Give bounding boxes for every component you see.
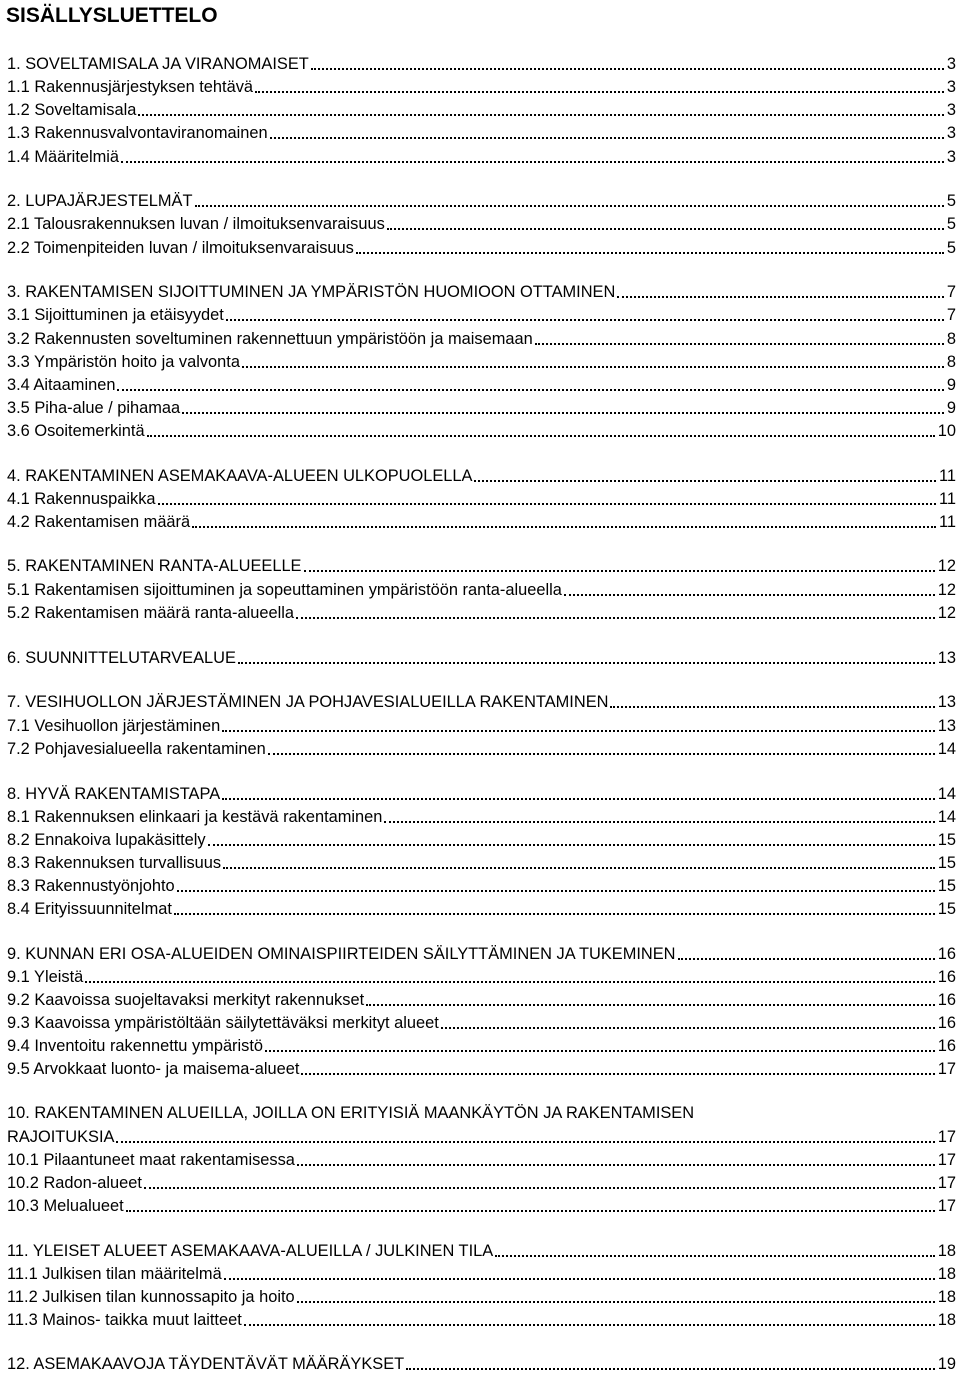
toc-page-number: 17 — [937, 1174, 956, 1192]
toc-entry[interactable] — [7, 714, 956, 736]
dot-leader — [242, 364, 944, 368]
toc-entry[interactable] — [7, 554, 956, 576]
toc-page-number: 10 — [937, 422, 956, 440]
dot-leader — [222, 728, 935, 732]
toc-entry-label: 5.1 Rakentamisen sijoittuminen ja sopeuttaminen ympäristöön ranta-alueella — [7, 581, 562, 599]
toc-page-number: 15 — [937, 877, 956, 895]
dot-leader — [255, 89, 944, 93]
dot-leader — [244, 1322, 935, 1326]
toc-page-number: 13 — [937, 649, 956, 667]
toc-entry-label: 7.2 Pohjavesialueella rakentaminen — [7, 740, 266, 758]
toc-page-number: 18 — [937, 1265, 956, 1283]
toc-entry-label: 4. RAKENTAMINEN ASEMAKAAVA-ALUEEN ULKOPUOLELLA — [7, 467, 473, 485]
dot-leader — [177, 888, 935, 892]
toc-page-number: 17 — [937, 1151, 956, 1169]
toc-entry-label: 1.4 Määritelmiä — [7, 148, 120, 166]
toc-entry-label: 8.1 Rakennuksen elinkaari ja kestävä rakentaminen — [7, 808, 383, 826]
toc-entry[interactable] — [7, 98, 956, 120]
toc-entry-label: 8.4 Erityissuunnitelmat — [7, 900, 172, 918]
dot-leader — [297, 1162, 935, 1166]
dot-leader — [222, 796, 935, 800]
dot-leader — [192, 524, 936, 528]
dot-leader — [195, 203, 944, 207]
toc-entry-label: 1.1 Rakennusjärjestyksen tehtävä — [7, 78, 254, 96]
toc-entry-label: 1. SOVELTAMISALA JA VIRANOMAISET — [7, 55, 309, 73]
toc-page-number: 18 — [937, 1288, 956, 1306]
toc-entry-label: 1.3 Rakennusvalvontaviranomainen — [7, 124, 268, 142]
toc-entry[interactable] — [7, 1352, 956, 1374]
toc-entry[interactable] — [7, 805, 956, 827]
dot-leader — [238, 660, 935, 664]
toc-page-number: 17 — [937, 1197, 956, 1215]
toc-entry[interactable] — [7, 396, 956, 418]
toc-entry-label: 2.1 Talousrakennuksen luvan / ilmoituksenvaraisuus — [7, 215, 385, 233]
dot-leader — [474, 478, 936, 482]
toc-entry[interactable] — [7, 510, 956, 532]
toc-entry-label: 11. YLEISET ALUEET ASEMAKAAVA-ALUEILLA / JULKINEN TILA — [7, 1242, 494, 1260]
dot-leader — [617, 294, 944, 298]
toc-entry[interactable] — [7, 942, 956, 964]
toc-entry[interactable] — [7, 1194, 956, 1216]
toc-entry-label: 3.2 Rakennusten soveltuminen rakennettuun ympäristöön ja maisemaan — [7, 330, 533, 348]
toc-page-number: 12 — [937, 581, 956, 599]
toc-page-number: 12 — [937, 604, 956, 622]
toc-page-number: 3 — [946, 55, 956, 73]
toc-page-number: 7 — [946, 283, 956, 301]
toc-entry-label: 10. RAKENTAMINEN ALUEILLA, JOILLA ON ERITYISIÄ MAANKÄYTÖN JA RAKENTAMISEN — [7, 1104, 695, 1122]
toc-entry-label: 3.3 Ympäristön hoito ja valvonta — [7, 353, 240, 371]
toc-entry[interactable] — [7, 1011, 956, 1033]
toc-page-number: 14 — [937, 785, 956, 803]
toc-entry[interactable] — [7, 373, 956, 395]
toc-page-number: 5 — [946, 215, 956, 233]
toc-page-number: 5 — [946, 239, 956, 257]
toc-page-number: 16 — [937, 945, 956, 963]
toc-entry[interactable] — [7, 1262, 956, 1284]
toc-page-number: 15 — [937, 854, 956, 872]
toc-entry[interactable] — [7, 874, 956, 896]
toc-entry[interactable] — [7, 690, 956, 712]
dot-leader — [224, 1276, 935, 1280]
dot-leader — [126, 1208, 935, 1212]
page-title: SISÄLLYSLUETTELO — [6, 4, 218, 27]
toc-entry-label: 11.2 Julkisen tilan kunnossapito ja hoito — [7, 1288, 295, 1306]
toc-page-number: 9 — [946, 376, 956, 394]
toc-page-number: 14 — [937, 808, 956, 826]
toc-entry[interactable] — [7, 782, 956, 804]
dot-leader — [387, 226, 944, 230]
dot-leader — [223, 865, 935, 869]
toc-page-number: 15 — [937, 900, 956, 918]
toc-page-number: 3 — [946, 78, 956, 96]
toc-page-number: 13 — [937, 717, 956, 735]
toc-entry[interactable] — [7, 578, 956, 600]
toc-entry[interactable] — [7, 851, 956, 873]
toc-entry-label: 9.3 Kaavoissa ympäristöltään säilytettäväksi merkityt alueet — [7, 1014, 439, 1032]
toc-entry[interactable] — [7, 1148, 956, 1170]
toc-entry-label: 7. VESIHUOLLON JÄRJESTÄMINEN JA POHJAVESIALUEILLA RAKENTAMINEN — [7, 693, 609, 711]
toc-entry-label: 1.2 Soveltamisala — [7, 101, 137, 119]
toc-entry[interactable] — [7, 121, 956, 143]
dot-leader — [384, 819, 934, 823]
toc-entry-label: 9.1 Yleistä — [7, 968, 84, 986]
toc-entry[interactable] — [7, 327, 956, 349]
toc-entry-label: 4.1 Rakennuspaikka — [7, 490, 156, 508]
toc-entry-label: 5.2 Rakentamisen määrä ranta-alueella — [7, 604, 294, 622]
toc-entry-label: 4.2 Rakentamisen määrä — [7, 513, 191, 531]
toc-entry-label: 6. SUUNNITTELUTARVEALUE — [7, 649, 236, 667]
toc-entry[interactable] — [7, 1125, 956, 1147]
toc-entry[interactable] — [7, 236, 956, 258]
toc-entry-label: 9.4 Inventoitu rakennettu ympäristö — [7, 1037, 264, 1055]
toc-entry[interactable] — [7, 737, 956, 759]
toc-entry[interactable] — [7, 1239, 956, 1261]
dot-leader — [495, 1253, 935, 1257]
toc-page-number: 3 — [946, 124, 956, 142]
toc-page-number: 8 — [946, 353, 956, 371]
toc-page-number: 16 — [937, 991, 956, 1009]
toc-entry[interactable] — [7, 828, 956, 850]
toc-entry-label: 3.4 Aitaaminen — [7, 376, 116, 394]
toc-entry-label: 3.5 Piha-alue / pihamaa — [7, 399, 181, 417]
toc-page-number: 3 — [946, 148, 956, 166]
toc-entry[interactable] — [7, 145, 956, 167]
toc-entry-label: 8.3 Rakennustyönjohto — [7, 877, 175, 895]
dot-leader — [296, 615, 935, 619]
toc-page-number: 13 — [937, 693, 956, 711]
toc-entry[interactable] — [7, 646, 956, 668]
toc-entry[interactable] — [7, 1057, 956, 1079]
dot-leader — [678, 956, 935, 960]
dot-leader — [85, 979, 935, 983]
toc-page-number: 5 — [946, 192, 956, 210]
toc-page-number: 16 — [937, 1014, 956, 1032]
dot-leader — [265, 1048, 935, 1052]
dot-leader — [121, 159, 944, 163]
toc-page-number: 11 — [938, 513, 956, 531]
toc-entry[interactable] — [7, 75, 956, 97]
dot-leader — [270, 135, 944, 139]
toc-entry[interactable] — [7, 350, 956, 372]
dot-leader — [301, 1071, 934, 1075]
dot-leader — [174, 911, 935, 915]
dot-leader — [158, 501, 936, 505]
toc-entry-label: 3.1 Sijoittuminen ja etäisyydet — [7, 306, 224, 324]
dot-leader — [311, 66, 944, 70]
toc-page-number: 15 — [937, 831, 956, 849]
toc-page-number: 11 — [938, 467, 956, 485]
dot-leader — [304, 568, 935, 572]
dot-leader — [610, 704, 934, 708]
toc-entry-label: 5. RAKENTAMINEN RANTA-ALUEELLE — [7, 557, 302, 575]
toc-entry-label: 12. ASEMAKAAVOJA TÄYDENTÄVÄT MÄÄRÄYKSET — [7, 1355, 405, 1373]
toc-page-number: 14 — [937, 740, 956, 758]
toc-page-number: 18 — [937, 1311, 956, 1329]
dot-leader — [406, 1366, 935, 1370]
toc-page-number: 16 — [937, 968, 956, 986]
toc-entry-label: 11.3 Mainos- taikka muut laitteet — [7, 1311, 242, 1329]
toc-page-number: 3 — [946, 101, 956, 119]
toc-entry[interactable] — [7, 601, 956, 623]
toc-entry-label: 7.1 Vesihuollon järjestäminen — [7, 717, 221, 735]
toc-entry[interactable] — [7, 280, 956, 302]
dot-leader — [268, 751, 935, 755]
toc-entry-label: 10.3 Melualueet — [7, 1197, 124, 1215]
dot-leader — [297, 1299, 935, 1303]
dot-leader — [564, 592, 935, 596]
toc-entry[interactable] — [7, 1171, 956, 1193]
toc-page-number: 16 — [937, 1037, 956, 1055]
toc-page-number: 18 — [937, 1242, 956, 1260]
toc-page-number: 8 — [946, 330, 956, 348]
dot-leader — [208, 842, 935, 846]
toc-page-number: 12 — [937, 557, 956, 575]
toc-page-number: 17 — [937, 1128, 956, 1146]
toc-entry-label: RAJOITUKSIA — [7, 1128, 115, 1146]
toc-entry-label: 3.6 Osoitemerkintä — [7, 422, 145, 440]
toc-entry[interactable] — [7, 212, 956, 234]
toc-entry-label: 8.3 Rakennuksen turvallisuus — [7, 854, 222, 872]
dot-leader — [441, 1025, 935, 1029]
toc-entry[interactable] — [7, 52, 956, 74]
dot-leader — [138, 112, 944, 116]
toc-entry[interactable] — [7, 1034, 956, 1056]
dot-leader — [147, 433, 935, 437]
dot-leader — [535, 341, 944, 345]
dot-leader — [226, 317, 944, 321]
toc-entry[interactable] — [7, 1308, 956, 1330]
toc-page-number: 11 — [938, 490, 956, 508]
dot-leader — [356, 250, 944, 254]
toc-entry-label: 2.2 Toimenpiteiden luvan / ilmoituksenvaraisuus — [7, 239, 354, 257]
toc-entry[interactable] — [7, 464, 956, 486]
toc-entry-label: 9. KUNNAN ERI OSA-ALUEIDEN OMINAISPIIRTEIDEN SÄILYTTÄMINEN JA TUKEMINEN — [7, 945, 676, 963]
toc-entry-label: 10.2 Radon-alueet — [7, 1174, 142, 1192]
toc-entry[interactable] — [7, 965, 956, 987]
dot-leader — [116, 1139, 934, 1143]
toc-page-number: 7 — [946, 306, 956, 324]
toc-entry-label: 8.2 Ennakoiva lupakäsittely — [7, 831, 206, 849]
toc-entry[interactable] — [7, 303, 956, 325]
toc-entry-label: 10.1 Pilaantuneet maat rakentamisessa — [7, 1151, 295, 1169]
toc-entry-label: 2. LUPAJÄRJESTELMÄT — [7, 192, 193, 210]
toc-entry-label: 9.2 Kaavoissa suojeltavaksi merkityt rakennukset — [7, 991, 365, 1009]
toc-entry-label: 8. HYVÄ RAKENTAMISTAPA — [7, 785, 221, 803]
toc-entry[interactable] — [7, 189, 956, 211]
toc-entry[interactable] — [7, 419, 956, 441]
toc-entry[interactable] — [7, 487, 956, 509]
toc-entry-label: 11.1 Julkisen tilan määritelmä — [7, 1265, 222, 1283]
dot-leader — [117, 387, 943, 391]
toc-entry-label: 3. RAKENTAMISEN SIJOITTUMINEN JA YMPÄRISTÖN HUOMIOON OTTAMINEN — [7, 283, 616, 301]
toc-entry[interactable] — [7, 1285, 956, 1307]
toc-entry[interactable] — [7, 988, 956, 1010]
toc-page-number: 9 — [946, 399, 956, 417]
dot-leader — [366, 1002, 935, 1006]
dot-leader — [144, 1185, 935, 1189]
toc-page-number: 19 — [937, 1355, 956, 1373]
toc-entry-label: 9.5 Arvokkaat luonto- ja maisema-alueet — [7, 1060, 300, 1078]
dot-leader — [182, 410, 944, 414]
toc-page-number: 17 — [937, 1060, 956, 1078]
toc-entry[interactable] — [7, 897, 956, 919]
